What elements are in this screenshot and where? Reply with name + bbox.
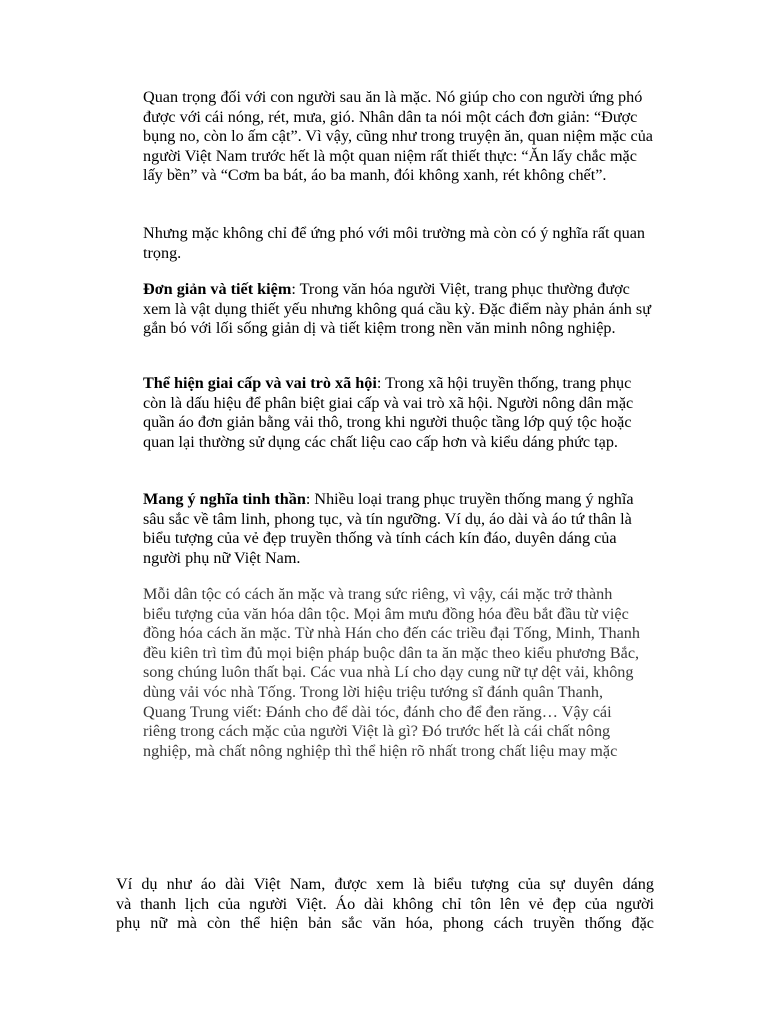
body-social-class: : Trong xã hội truyền thống, trang phục còn là dấu hiệu để phân biệt giai cấp và vai trò xã hội. Người nông dân mặc quần áo đơn giản bằng vải thô, trong khi người thuộc tầng lớp quý tộc hoặc quan lại thường sử dụng các chất liệu cao cấp hơn và kiểu dáng phức tạp.	[143, 374, 634, 451]
paragraph-simple-economical	[143, 280, 653, 339]
paragraph-clothing-importance: Quan trọng đối với con người sau ăn là mặc. Nó giúp cho con người ứng phó được với cái nóng, rét, mưa, gió. Nhân dân ta nói một cách đơn giản: “Được bụng no, còn lo ấm cật”. Vì vậy, cũng như trong truyện ăn, quan niệm mặc của người Việt Nam trước hết là một quan niệm rất thiết thực: “Ăn lấy chắc mặc lấy bền” và “Cơm ba bát, áo ba manh, đói không xanh, rét không chết”.	[143, 88, 653, 185]
paragraph-clothing-meaning: Nhưng mặc không chỉ để ứng phó với môi trường mà còn có ý nghĩa rất quan trọng.	[143, 224, 645, 262]
ao-dai-line-1: Ví dụ như áo dài Việt Nam, được xem là biểu tượng của sự duyên dáng	[116, 875, 654, 893]
body-spiritual-meaning: : Nhiều loại trang phục truyền thống mang ý nghĩa sâu sắc về tâm linh, phong tục, và tín ngưỡng. Ví dụ, áo dài và áo tứ thân là biểu tượng của vẻ đẹp truyền thống và tính cách kín đáo, duyên dáng của người phụ nữ Việt Nam.	[143, 490, 634, 567]
paragraph-ao-dai-example	[116, 875, 654, 934]
body-simple-economical: : Trong văn hóa người Việt, trang phục thường được xem là vật dụng thiết yếu nhưng không quá cầu kỳ. Đặc điểm này phản ánh sự gắn bó với lối sống giản dị và tiết kiệm trong nền văn minh nông nghiệp.	[143, 280, 651, 338]
heading-spiritual-meaning: Mang ý nghĩa tinh thần	[143, 490, 306, 508]
paragraph-national-identity: Mỗi dân tộc có cách ăn mặc và trang sức riêng, vì vậy, cái mặc trở thành biểu tượng của văn hóa dân tộc. Mọi âm mưu đồng hóa đều bắt đầu từ việc đồng hóa cách ăn mặc. Từ nhà Hán cho đến các triều đại Tống, Minh, Thanh đều kiên trì tìm đủ mọi biện pháp buộc dân ta ăn mặc theo kiểu phương Bắc, song chúng luôn thất bại. Các vua nhà Lí cho dạy cung nữ tự dệt vải, không dùng vải vóc nhà Tống. Trong lời hiệu triệu tướng sĩ đánh quân Thanh, Quang Trung viết: Đánh cho để dài tóc, đánh cho để đen răng… Vậy cái riêng trong cách mặc của người Việt là gì? Đó trước hết là cái chất nông nghiệp, mà chất nông nghiệp thì thể hiện rõ nhất trong chất liệu may mặc	[143, 585, 640, 760]
ao-dai-line-2: và thanh lịch của người Việt. Áo dài không chỉ tôn lên vẻ đẹp của người	[116, 894, 654, 913]
paragraph-spiritual-meaning	[143, 490, 653, 568]
paragraph-social-class	[143, 374, 653, 452]
heading-social-class: Thể hiện giai cấp và vai trò xã hội	[143, 374, 377, 392]
ao-dai-line-3: phụ nữ mà còn thể hiện bản sắc văn hóa, phong cách truyền thống đặc	[116, 914, 654, 933]
heading-simple-economical: Đơn giản và tiết kiệm	[143, 280, 292, 298]
